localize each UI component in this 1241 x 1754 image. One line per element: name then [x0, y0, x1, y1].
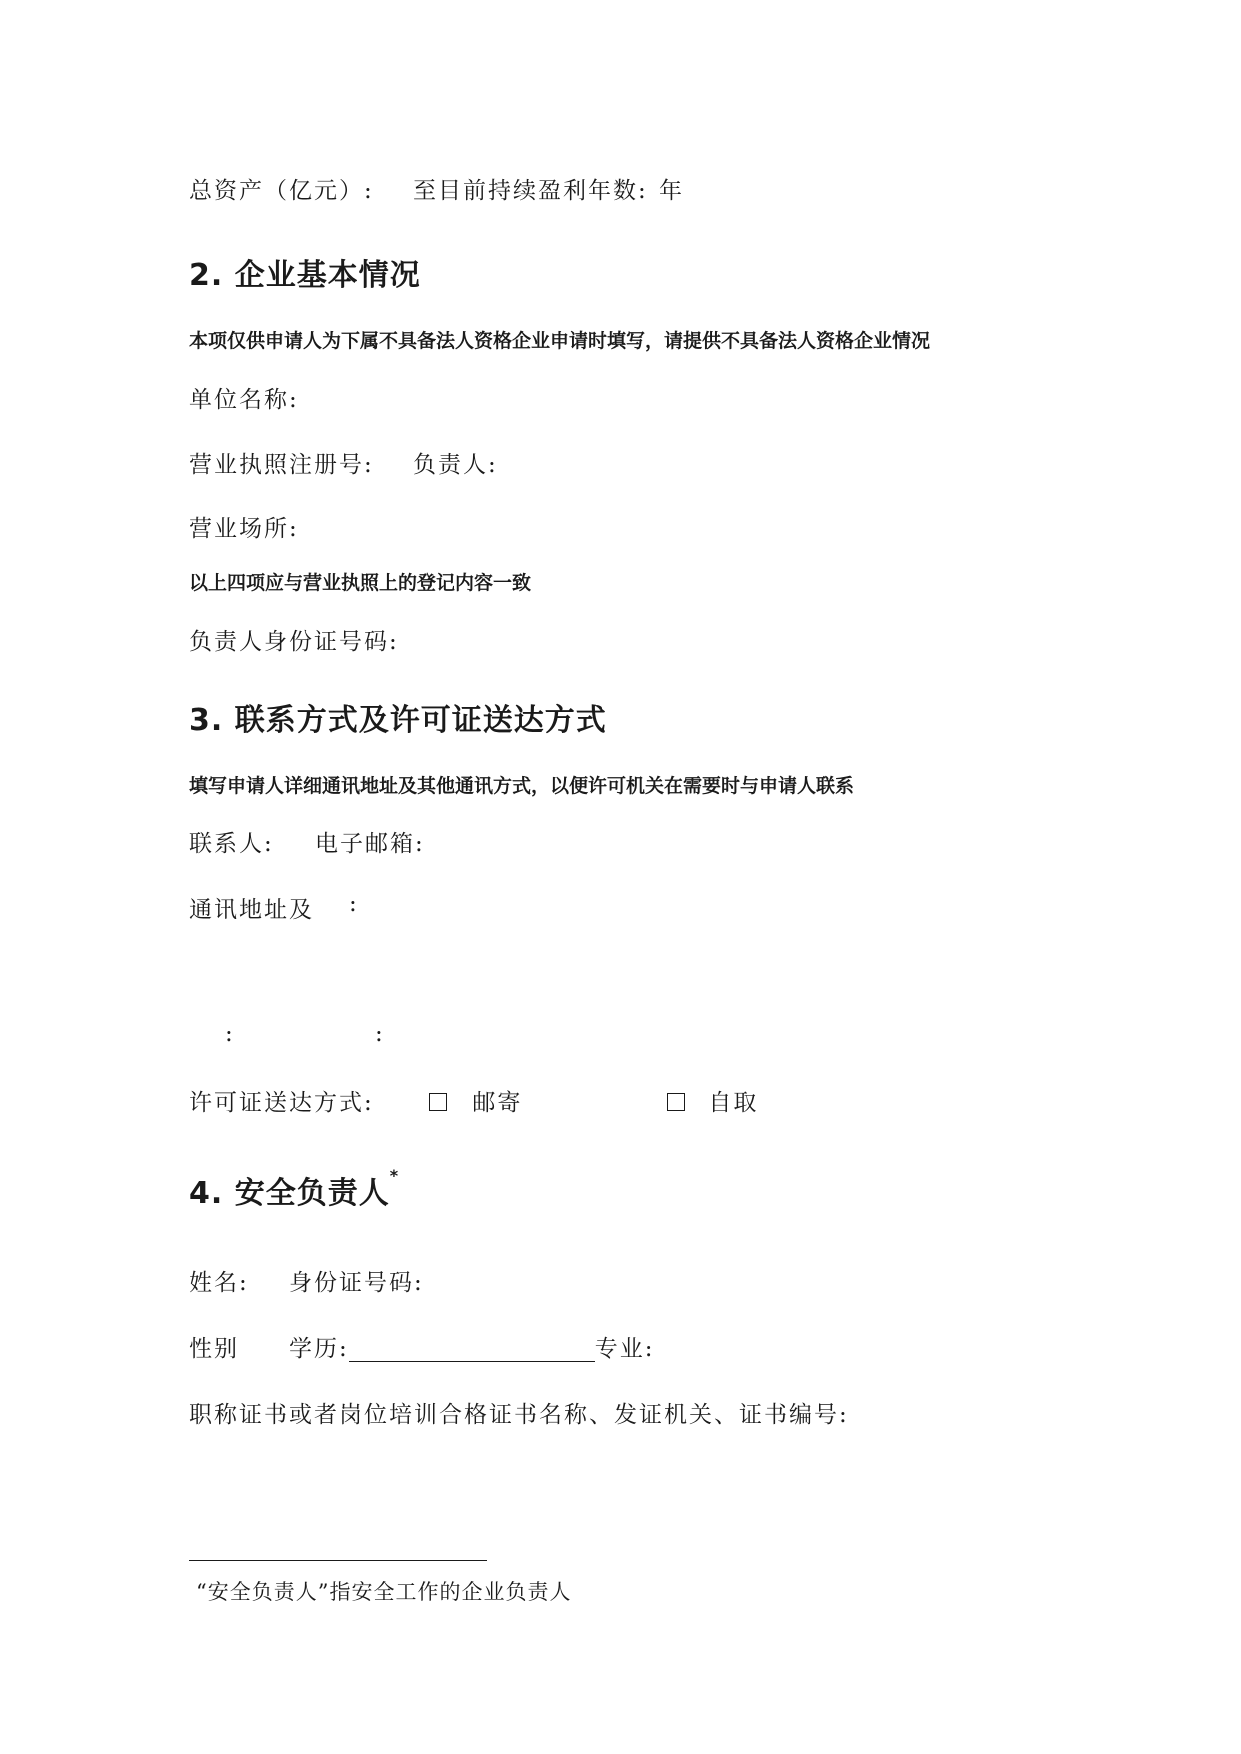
address-label: 通讯地址及: [189, 897, 314, 923]
section-3-heading: 3. 联系方式及许可证送达方式: [189, 703, 607, 738]
contact-person-label: 联系人:: [189, 831, 274, 857]
education-label: 学历:: [289, 1336, 349, 1362]
total-assets-label: 总资产（亿元）:: [189, 178, 374, 204]
delivery-method-label: 许可证送达方式:: [189, 1090, 374, 1116]
section-4-heading: [189, 1168, 399, 1212]
responsible-id-label: 负责人身份证号码:: [189, 629, 399, 655]
address-colon: :: [349, 891, 359, 917]
footnote-text: “安全负责人”指安全工作的企业负责人: [196, 1580, 572, 1604]
mail-option-label: 邮寄: [472, 1090, 523, 1116]
profit-years-unit: 年: [659, 178, 684, 204]
email-label: 电子邮箱:: [315, 831, 425, 857]
consistency-note: 以上四项应与营业执照上的登记内容一致: [189, 572, 532, 594]
section-4-heading-text: 4. 安全负责人: [189, 1176, 390, 1211]
blank-colon-1: :: [225, 1021, 235, 1047]
major-label: 专业:: [594, 1336, 655, 1362]
pickup-option-label: 自取: [708, 1090, 759, 1116]
section-2-note: 本项仅供申请人为下属不具备法人资格企业申请时填写，请提供不具备法人资格企业情况: [189, 330, 931, 352]
education-blank[interactable]: [349, 1337, 595, 1362]
name-label: 姓名:: [189, 1270, 249, 1296]
pickup-option[interactable]: [667, 1084, 758, 1117]
section-3-note: 填写申请人详细通讯地址及其他通讯方式，以便许可机关在需要时与申请人联系: [189, 775, 855, 797]
id-number-label: 身份证号码:: [289, 1270, 424, 1296]
license-number-label: 营业执照注册号:: [189, 452, 374, 478]
education-field: [289, 1330, 655, 1363]
responsible-person-label: 负责人:: [413, 452, 498, 478]
business-place-label: 营业场所:: [189, 516, 299, 542]
mail-option[interactable]: [429, 1084, 522, 1117]
unit-name-label: 单位名称:: [189, 387, 299, 413]
footnote-divider: [189, 1560, 487, 1561]
certificate-label: 职称证书或者岗位培训合格证书名称、发证机关、证书编号:: [189, 1402, 849, 1428]
mail-checkbox[interactable]: [429, 1093, 447, 1111]
blank-colon-2: :: [375, 1021, 385, 1047]
gender-label: 性别: [189, 1336, 239, 1362]
profit-years-label: 至目前持续盈利年数:: [413, 178, 648, 204]
pickup-checkbox[interactable]: [667, 1093, 685, 1111]
section-2-heading: 2. 企业基本情况: [189, 258, 421, 293]
footnote-mark: *: [389, 1166, 400, 1185]
